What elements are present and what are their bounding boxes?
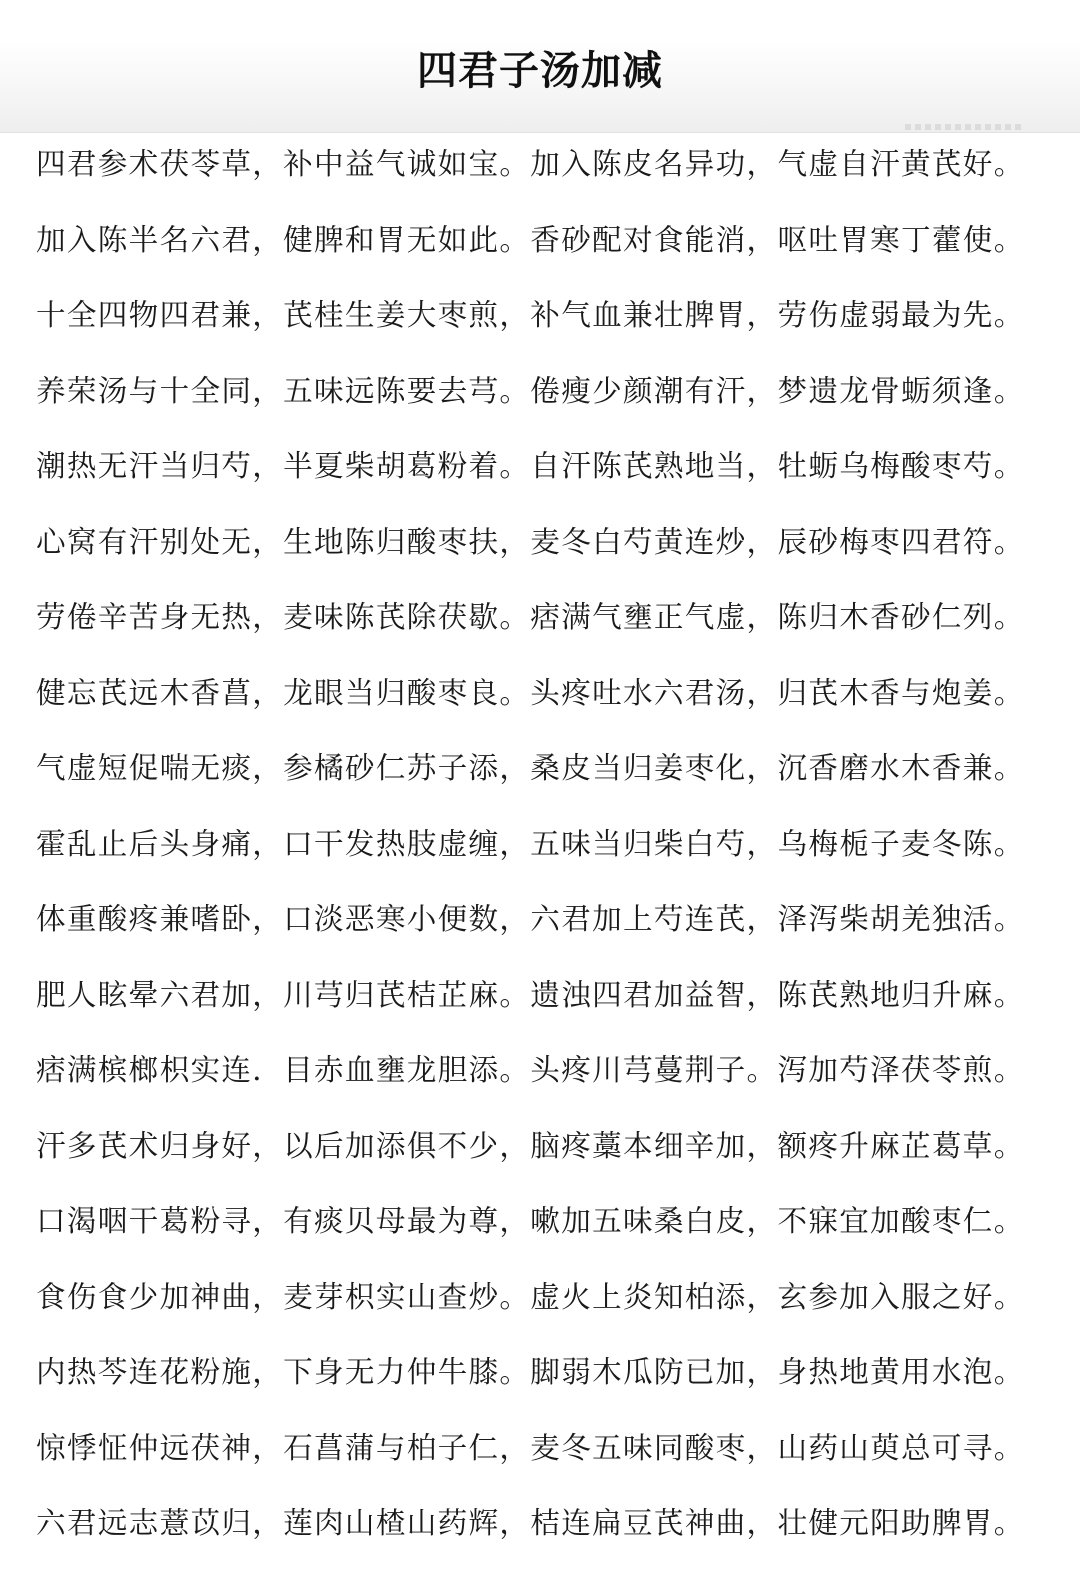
verse-line: 六君远志薏苡归，莲肉山楂山药辉，桔连扁豆芪神曲，壮健元阳助脾胃。: [36, 1506, 1025, 1540]
verse-line: 养荣汤与十全同，五味远陈要去芎。倦瘦少颜潮有汗，梦遗龙骨蛎须逢。: [36, 373, 1025, 408]
document-title: 四君子汤加减: [417, 48, 663, 94]
verse-line: 口渴咽干葛粉寻，有痰贝母最为尊，嗽加五味桑白皮，不寐宜加酸枣仁。: [36, 1204, 1025, 1238]
verse-line: 气虚短促喘无痰，参橘砂仁苏子添，桑皮当归姜枣化，沉香磨水木香兼。: [36, 751, 1025, 785]
verse-line: 霍乱止后头身痛，口干发热肢虚缠，五味当归柴白芍，乌梅栀子麦冬陈。: [36, 826, 1025, 861]
scan-artifact: [905, 124, 1025, 130]
verse-line: 十全四物四君兼，芪桂生姜大枣煎，补气血兼壮脾胃，劳伤虚弱最为先。: [36, 298, 1025, 332]
verse-line: 潮热无汗当归芍，半夏柴胡葛粉着。自汗陈芪熟地当，牡蛎乌梅酸枣芍。: [36, 449, 1025, 483]
verse-line: 四君参术茯苓草，补中益气诚如宝。加入陈皮名异功，气虚自汗黄芪好。: [36, 147, 1025, 181]
verse-line: 惊悸怔仲远茯神，石菖蒲与柏子仁，麦冬五味同酸枣，山药山萸总可寻。: [36, 1430, 1025, 1465]
verse-line: 劳倦辛苦身无热，麦味陈芪除茯歇。痞满气壅正气虚，陈归木香砂仁列。: [36, 600, 1025, 634]
verse-line: 健忘芪远木香菖，龙眼当归酸枣良。头疼吐水六君汤，归芪木香与炮姜。: [36, 675, 1025, 710]
verse-line: 肥人眩晕六君加，川芎归芪桔芷麻。遗浊四君加益智，陈芪熟地归升麻。: [36, 977, 1025, 1012]
verse-line: 食伤食少加神曲，麦芽枳实山查炒。虚火上炎知柏添，玄参加入服之好。: [36, 1279, 1025, 1314]
verse-line: 内热芩连花粉施，下身无力仲牛膝。脚弱木瓜防已加，身热地黄用水泡。: [36, 1355, 1025, 1389]
verse-line: 痞满槟榔枳实连．目赤血壅龙胆添。头疼川芎蔓荆子。泻加芍泽茯苓煎。: [36, 1053, 1025, 1087]
verse-line: 体重酸疼兼嗜卧，口淡恶寒小便数，六君加上芍连芪，泽泻柴胡羌独活。: [36, 902, 1025, 936]
verse-line: 加入陈半名六君，健脾和胃无如此。香砂配对食能消，呕吐胃寒丁藿使。: [36, 222, 1025, 257]
verse-line: 汗多芪术归身好，以后加添俱不少，脑疼藁本细辛加，额疼升麻芷葛草。: [36, 1128, 1025, 1163]
verse-line: 心窝有汗别处无，生地陈归酸枣扶，麦冬白芍黄连炒，辰砂梅枣四君符。: [36, 524, 1025, 559]
verse-list: [36, 132, 1046, 1567]
